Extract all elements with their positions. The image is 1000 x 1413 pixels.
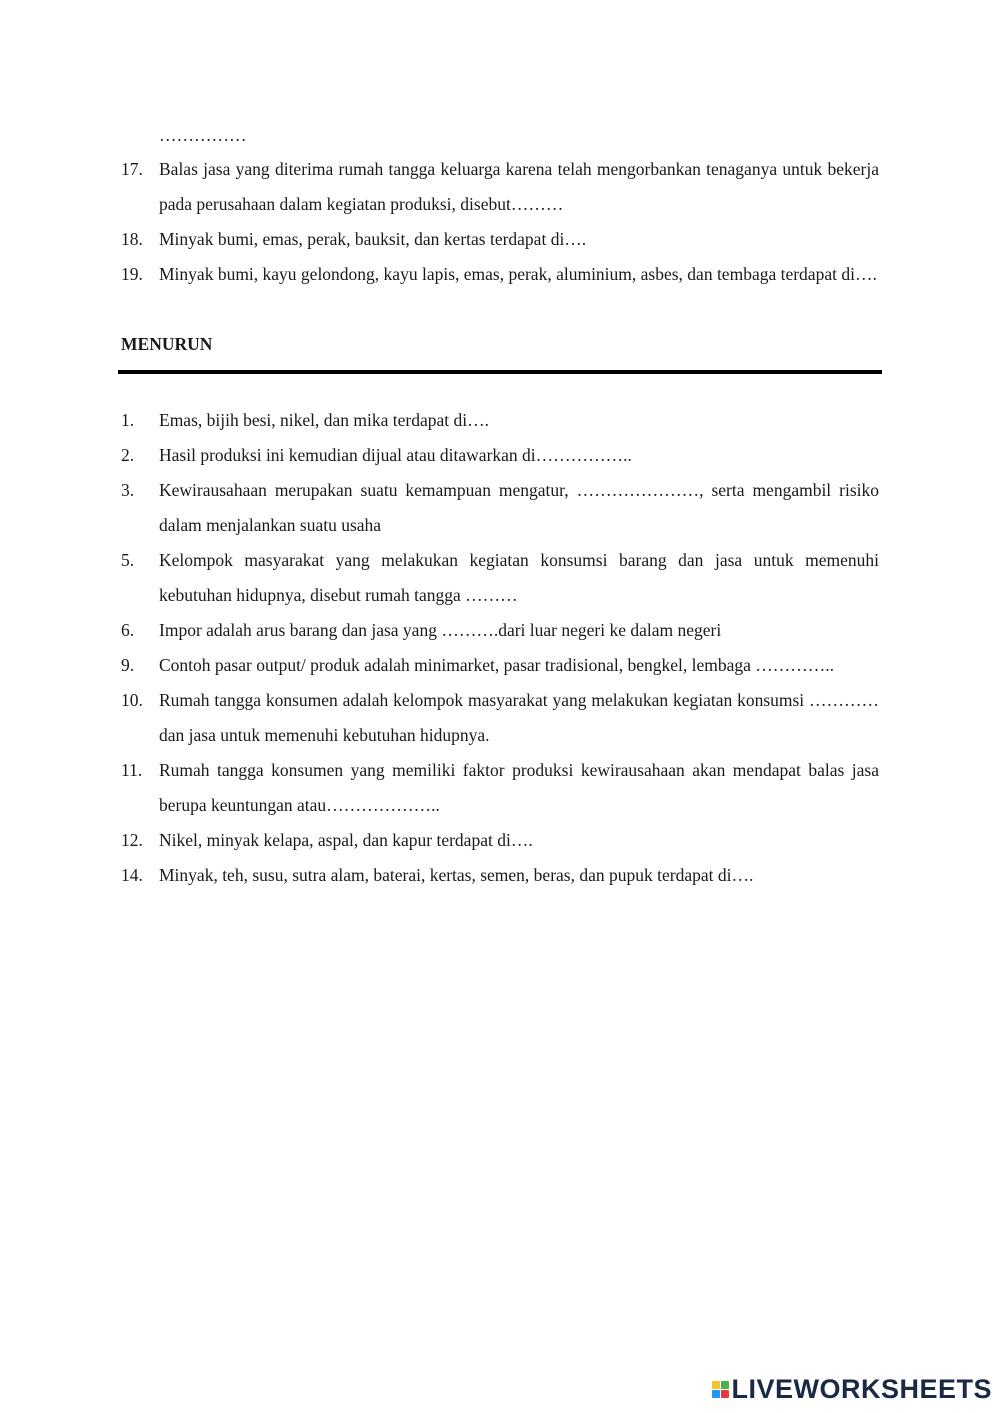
item-number: 3. (121, 480, 135, 500)
item-text: Rumah tangga konsumen adalah kelompok masyarakat yang melakukan kegiatan konsumsi …………dan jasa untuk memenuhi kebutuhan hidupnya. (159, 690, 879, 745)
list-item (121, 257, 879, 292)
item-text: Impor adalah arus barang dan jasa yang ……….dari luar negeri ke dalam negeri (159, 620, 722, 640)
item-text: Emas, bijih besi, nikel, dan mika terdapat di…. (159, 410, 489, 430)
item-text: Kewirausahaan merupakan suatu kemampuan mengatur, …………………, serta mengambil risiko dalam menjalankan suatu usaha (159, 480, 879, 535)
mendatar-list (121, 152, 879, 292)
item-text: Hasil produksi ini kemudian dijual atau ditawarkan di…………….. (159, 445, 632, 465)
item-number: 6. (121, 620, 135, 640)
item-text: Minyak, teh, susu, sutra alam, baterai, kertas, semen, beras, dan pupuk terdapat di…. (159, 865, 754, 885)
item-number: 18. (121, 229, 143, 249)
list-item (121, 403, 879, 438)
item-number: 17. (121, 159, 143, 179)
list-item (121, 683, 879, 753)
list-item (121, 438, 879, 473)
item-number: 9. (121, 655, 135, 675)
logo-square-4 (721, 1390, 729, 1398)
liveworksheets-logo[interactable] (712, 1374, 992, 1405)
worksheet-content (121, 118, 879, 893)
item-number: 10. (121, 690, 143, 710)
continuation-dots: …………… (159, 125, 247, 145)
item-number: 2. (121, 445, 135, 465)
menurun-list (121, 403, 879, 893)
list-item (121, 152, 879, 222)
item-number: 5. (121, 550, 135, 570)
list-item (121, 222, 879, 257)
logo-square-2 (721, 1381, 729, 1389)
logo-square-3 (712, 1390, 720, 1398)
section-divider (118, 370, 882, 374)
item-number: 12. (121, 830, 143, 850)
item-number: 1. (121, 410, 135, 430)
item-number: 11. (121, 760, 143, 780)
item-number: 19. (121, 264, 143, 284)
list-item (121, 473, 879, 543)
list-item (121, 543, 879, 613)
logo-text: LIVEWORKSHEETS (731, 1374, 992, 1404)
list-item (121, 823, 879, 858)
list-item (121, 648, 879, 683)
list-item (121, 858, 879, 893)
list-item (121, 613, 879, 648)
item-text: Kelompok masyarakat yang melakukan kegiatan konsumsi barang dan jasa untuk memenuhi kebutuhan hidupnya, disebut rumah tangga ……… (159, 550, 879, 605)
list-item (121, 753, 879, 823)
item-text: Contoh pasar output/ produk adalah minimarket, pasar tradisional, bengkel, lembaga ………….. (159, 655, 835, 675)
item-text: Nikel, minyak kelapa, aspal, dan kapur terdapat di…. (159, 830, 533, 850)
item-number: 14. (121, 865, 143, 885)
item-text: Balas jasa yang diterima rumah tangga keluarga karena telah mengorbankan tenaganya untuk bekerja pada perusahaan dalam kegiatan produksi, disebut……… (159, 159, 879, 214)
item-text: Minyak bumi, kayu gelondong, kayu lapis, emas, perak, aluminium, asbes, dan tembaga terdapat di…. (159, 264, 877, 284)
section-title-menurun: MENURUN (121, 334, 213, 354)
liveworksheets-logo-icon (712, 1381, 729, 1398)
logo-square-1 (712, 1381, 720, 1389)
item-text: Rumah tangga konsumen yang memiliki faktor produksi kewirausahaan akan mendapat balas jasa berupa keuntungan atau……………….. (159, 760, 879, 815)
item-text: Minyak bumi, emas, perak, bauksit, dan kertas terdapat di…. (159, 229, 587, 249)
